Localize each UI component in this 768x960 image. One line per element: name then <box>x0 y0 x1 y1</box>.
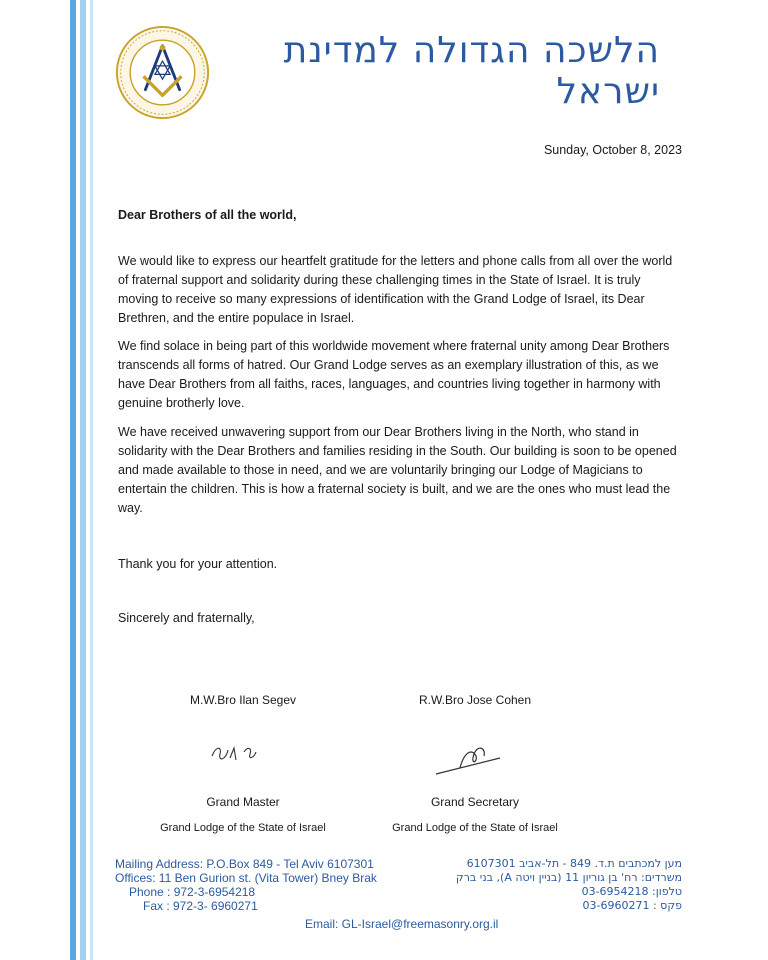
hebrew-letterhead-title: הלשכה הגדולה למדינת ישראל <box>283 30 660 112</box>
decorative-stripe-pale <box>90 0 93 960</box>
signatory-name: M.W.Bro Ilan Segev <box>189 693 297 707</box>
letter-paragraph: We find solace in being part of this worldwide movement where fraternal unity among Dear Brothers transcends all forms of hatred. Our Grand Lodge serves as an exemplary illustration of this, as we have Dear Brothers from all faiths, races, languages, and countries living together in harmony with genuine brotherly love. <box>118 339 670 410</box>
footer-line: פקס : 03-6960271 <box>582 899 682 912</box>
footer-line: משרדים: רח' בן גוריון 11 (בניין ויטה A), בני ברק <box>455 871 682 884</box>
footer-line: Phone : 972-3-6954218 <box>129 885 256 899</box>
footer-email[interactable]: Email: GL-Israel@freemasonry.org.il <box>305 917 499 931</box>
signatory-title: Grand Master <box>206 795 280 809</box>
decorative-stripe-dark <box>70 0 76 960</box>
footer-line: Fax : 972-3- 6960271 <box>143 899 258 913</box>
handwritten-signature <box>430 738 510 782</box>
letter-date: Sunday, October 8, 2023 <box>543 143 682 157</box>
decorative-stripe-light <box>80 0 86 960</box>
footer-line: טלפון: 03-6954218 <box>581 885 682 898</box>
signatory-title: Grand Secretary <box>430 795 520 809</box>
letter-paragraph: We have received unwavering support from our Dear Brothers living in the North, who stand in solidarity with the Dear Brothers and families residing in the South. Our building is soon to be opened and made available to those in need, and we are voluntarily bringing our Lodge of Magicians to entertain the children. This is how a fraternal society is built, and we are the ones who must lead the way. <box>118 425 677 515</box>
letter-closing: Sincerely and fraternally, <box>118 611 255 625</box>
letter-thanks: Thank you for your attention. <box>118 557 278 571</box>
signatory-name: R.W.Bro Jose Cohen <box>418 693 532 707</box>
signatory-organization: Grand Lodge of the State of Israel <box>160 822 326 834</box>
grand-lodge-seal-logo <box>115 25 210 120</box>
footer-address-hebrew <box>456 857 682 913</box>
footer-line: מען למכתבים ת.ד. 849 - תל-אביב 6107301 <box>466 857 682 870</box>
footer-line: Mailing Address: P.O.Box 849 - Tel Aviv 6107301 <box>115 857 374 871</box>
footer-line: Offices: 11 Ben Gurion st. (Vita Tower) Bney Brak <box>115 871 377 885</box>
signatory-organization: Grand Lodge of the State of Israel <box>392 822 558 834</box>
handwritten-signature <box>208 738 268 768</box>
letter-paragraph: We would like to express our heartfelt gratitude for the letters and phone calls from all over the world of fraternal support and solidarity during these challenging times in the State of Israel. It is truly moving to receive so many expressions of identification with the Grand Lodge of Israel, its Dear Brethren, and the entire populace in Israel. <box>118 254 673 325</box>
letter-salutation: Dear Brothers of all the world, <box>118 208 297 222</box>
footer-address-english <box>115 857 377 913</box>
